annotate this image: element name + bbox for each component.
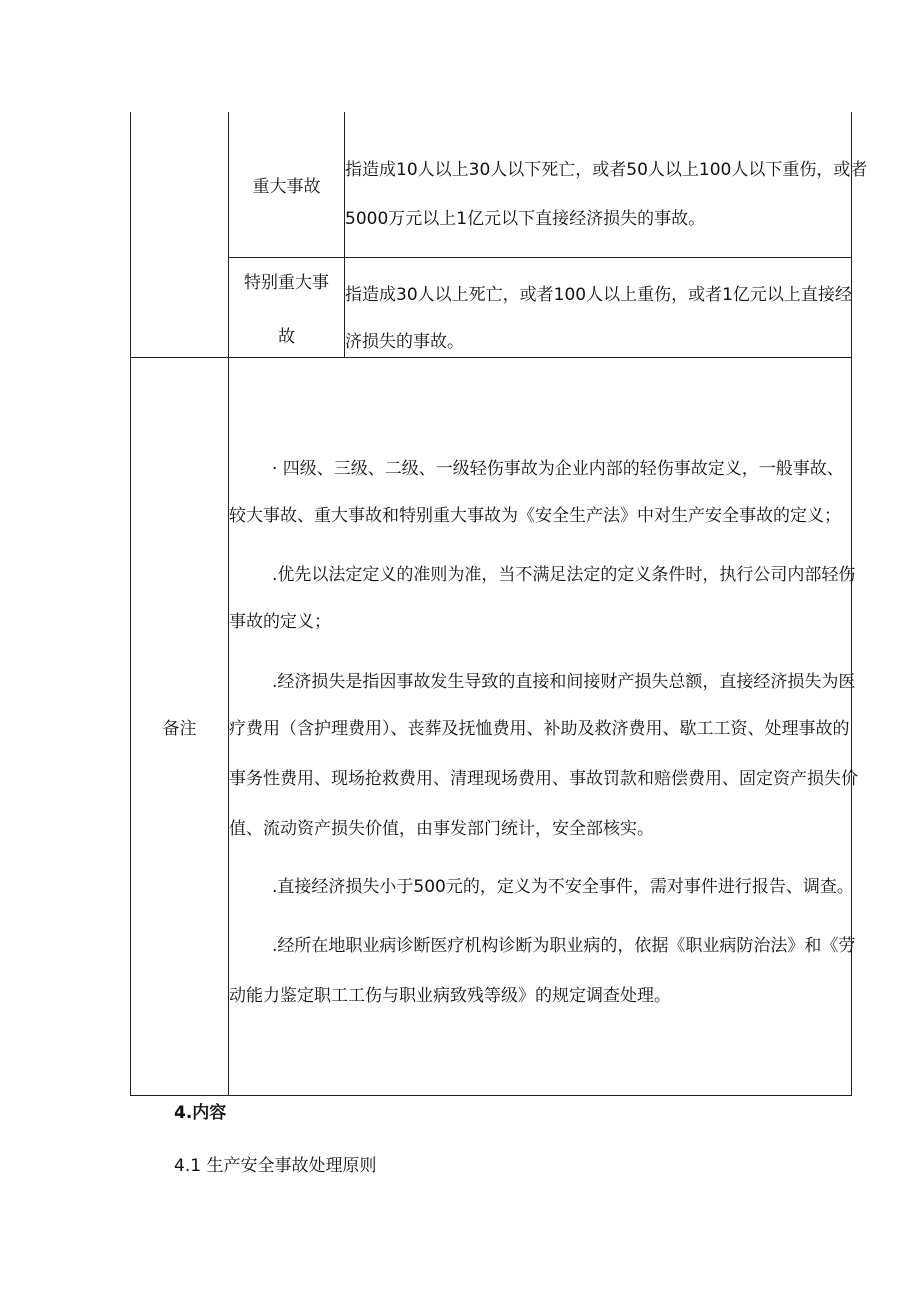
definition-major-line-2: 5000万元以上1亿元以下直接经济损失的事故。 [345,209,706,229]
remark-line: 事务性费用、现场抢救费用、清理现场费用、事故罚款和赔偿费用、固定资产损失价 [229,769,858,789]
remark-line: 较大事故、重大事故和特别重大事故为《安全生产法》中对生产安全事故的定义； [229,506,841,526]
remarks-label: 备注 [162,719,197,739]
table-col-divider-1 [228,112,229,1096]
remark-line: 事故的定义； [229,612,331,632]
category-extra-major-line-1: 特别重大事 [244,273,329,293]
definition-extra-major-line-2: 济损失的事故。 [345,332,464,352]
table-bottom-border [130,1095,852,1096]
remark-line: .经所在地职业病诊断医疗机构诊断为职业病的，依据《职业病防治法》和《劳 [272,936,856,956]
table-left-border [130,112,131,1096]
remark-line: .直接经济损失小于500元的，定义为不安全事件，需对事件进行报告、调查。 [272,877,854,897]
row-divider-1 [228,257,852,258]
remark-line: · 四级、三级、二级、一级轻伤事故为企业内部的轻伤事故定义，一般事故、 [272,459,844,479]
remark-line: .优先以法定定义的准则为准，当不满足法定的定义条件时，执行公司内部轻伤 [272,565,856,585]
remark-line: .经济损失是指因事故发生导致的直接和间接财产损失总额，直接经济损失为医 [272,672,856,692]
row-divider-2 [130,357,852,358]
category-major-accident: 重大事故 [252,177,321,197]
remark-line: 疗费用（含护理费用）、丧葬及抚恤费用、补助及救济费用、歇工工资、处理事故的 [229,719,850,739]
remark-line: 动能力鉴定职工工伤与职业病致残等级》的规定调查处理。 [229,986,671,1006]
section-subheading: 4.1 生产安全事故处理原则 [174,1156,377,1176]
remark-line: 值、流动资产损失价值，由事发部门统计，安全部核实。 [229,819,654,839]
section-heading: 4.内容 [174,1103,227,1123]
category-extra-major-line-2: 故 [278,327,295,347]
definition-extra-major-line-1: 指造成30人以上死亡，或者100人以上重伤，或者1亿元以上直接经 [345,285,852,305]
definition-major-line-1: 指造成10人以上30人以下死亡，或者50人以上100人以下重伤，或者 [345,160,868,180]
table-col-divider-2 [344,112,345,357]
